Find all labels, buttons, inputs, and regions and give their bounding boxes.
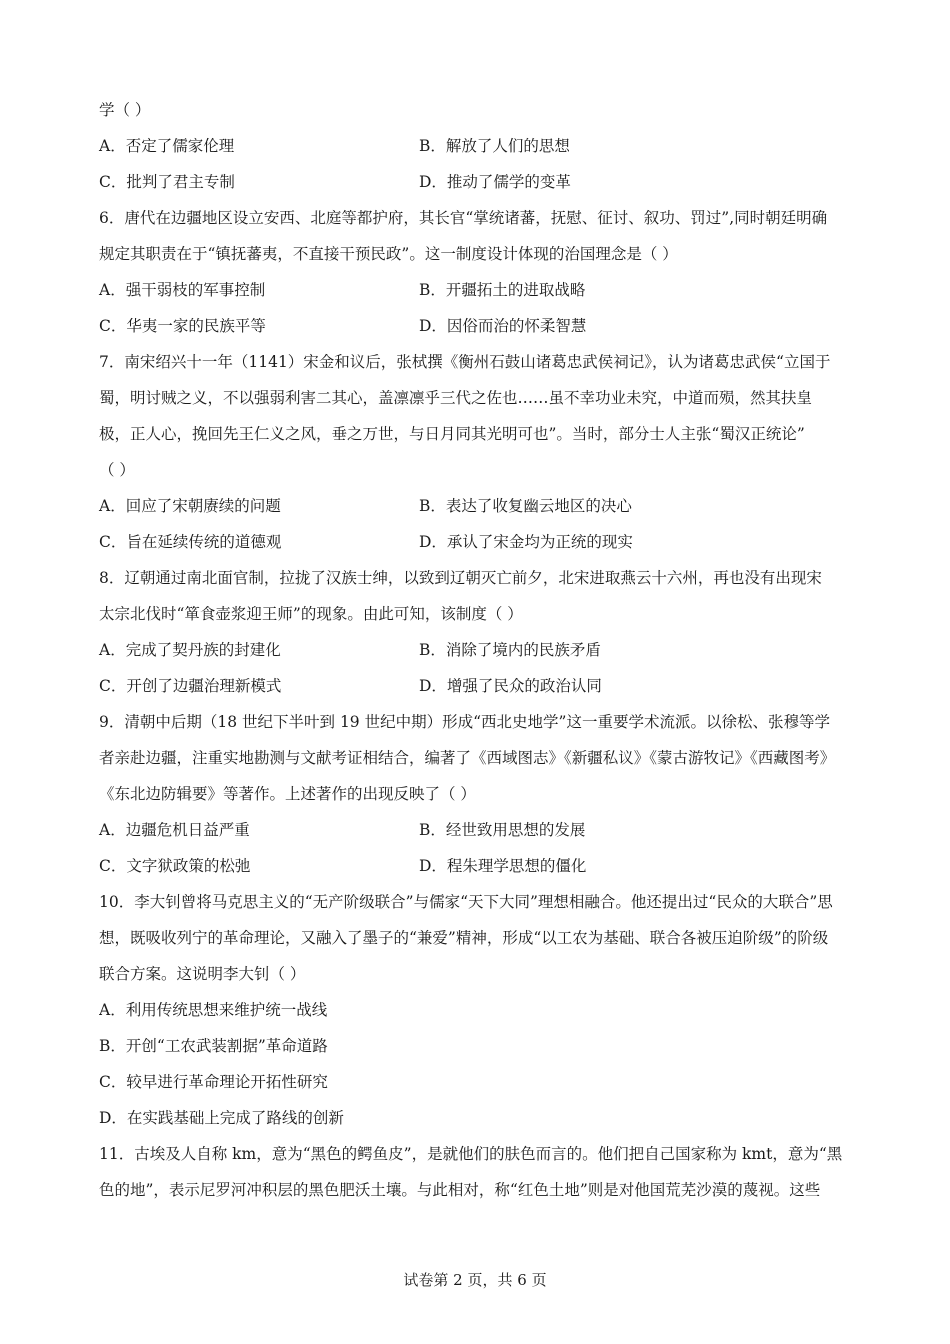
q6-option-c[interactable]: C．华夷一家的民族平等: [99, 317, 266, 335]
q9-option-a[interactable]: A．边疆危机日益严重: [99, 821, 250, 839]
q9-option-d[interactable]: D．程朱理学思想的僵化: [419, 857, 587, 875]
q5-option-b[interactable]: B．解放了人们的思想: [419, 137, 570, 155]
q10-stem: 10．李大钊曾将马克思主义的“无产阶级联合”与儒家“天下大同”理想相融合。他还提出过“民众的大联合”思: [99, 893, 833, 911]
q5-option-a[interactable]: A．否定了儒家伦理: [99, 137, 235, 155]
q7-option-c[interactable]: C．旨在延续传统的道德观: [99, 533, 282, 551]
q6-options-row-1: [99, 272, 854, 308]
q7-options-row-1: [99, 488, 854, 524]
q6-stem: 规定其职责在于“镇抚蕃夷，不直接干预民政”。这一制度设计体现的治国理念是（ ）: [99, 245, 678, 263]
q7-options-row-2: [99, 524, 854, 560]
q7-stem: 蜀，明讨贼之义，不以强弱利害二其心，盖凛凛乎三代之佐也……虽不幸功业未究，中道而殒，然其扶皇: [99, 389, 813, 407]
q6-options-row-2: [99, 308, 854, 344]
q9-option-c[interactable]: C．文字狱政策的松弛: [99, 857, 251, 875]
q7-stem: 7．南宋绍兴十一年（1141）宋金和议后，张栻撰《衡州石鼓山诸葛忠武侯祠记》，认为诸葛忠武侯“立国于: [99, 353, 831, 371]
q9-stem: 《东北边防辑要》等著作。上述著作的出现反映了（ ）: [99, 785, 476, 803]
q9-options-row-1: [99, 812, 854, 848]
q8-options-row-2: [99, 668, 854, 704]
q8-stem: 8．辽朝通过南北面官制，拉拢了汉族士绅，以致到辽朝灭亡前夕，北宋进取燕云十六州，再也没有出现宋: [99, 569, 822, 587]
page-footer: 试卷第 2 页，共 6 页: [403, 1271, 547, 1289]
q6-stem: 6．唐代在边疆地区设立安西、北庭等都护府，其长官“掌统诸蕃，抚慰、征讨、叙功、罚过”,同时朝廷明确: [99, 209, 828, 227]
q10-option-c[interactable]: C．较早进行革命理论开拓性研究: [99, 1073, 328, 1091]
q7-option-d[interactable]: D．承认了宋金均为正统的现实: [419, 533, 633, 551]
q10-option-b[interactable]: B．开创“工农武装割据”革命道路: [99, 1037, 328, 1055]
q8-option-d[interactable]: D．增强了民众的政治认同: [419, 677, 602, 695]
q5-option-c[interactable]: C．批判了君主专制: [99, 173, 235, 191]
page-content: [99, 92, 854, 1208]
q6-option-a[interactable]: A．强干弱枝的军事控制: [99, 281, 266, 299]
q7-stem: 极，正人心，挽回先王仁义之风，垂之万世，与日月同其光明可也”。当时，部分士人主张“蜀汉正统论”: [99, 425, 805, 443]
q11-stem: 色的地”，表示尼罗河冲积层的黑色肥沃土壤。与此相对，称“红色土地”则是对他国荒芜沙漠的蔑视。这些: [99, 1181, 821, 1199]
q9-option-b[interactable]: B．经世致用思想的发展: [419, 821, 586, 839]
q6-option-d[interactable]: D．因俗而治的怀柔智慧: [419, 317, 587, 335]
q7-option-b[interactable]: B．表达了收复幽云地区的决心: [419, 497, 632, 515]
q9-stem: 9．清朝中后期（18 世纪下半叶到 19 世纪中期）形成“西北史地学”这一重要学术流派。以徐松、张穆等学: [99, 713, 830, 731]
q7-option-a[interactable]: A．回应了宋朝赓续的问题: [99, 497, 281, 515]
q9-stem: 者亲赴边疆，注重实地勘测与文献考证相结合，编著了《西域图志》《新疆私议》《蒙古游牧记》《西藏图考》: [99, 749, 836, 767]
q5-option-d[interactable]: D．推动了儒学的变革: [419, 173, 571, 191]
q5-options-row-2: [99, 164, 854, 200]
text-line: 学（ ）: [99, 101, 151, 119]
q8-option-c[interactable]: C．开创了边疆治理新模式: [99, 677, 282, 695]
q9-options-row-2: [99, 848, 854, 884]
q10-stem: 联合方案。这说明李大钊（ ）: [99, 965, 306, 983]
q10-option-a[interactable]: A．利用传统思想来维护统一战线: [99, 1001, 328, 1019]
q5-options-row-1: [99, 128, 854, 164]
q6-option-b[interactable]: B．开疆拓土的进取战略: [419, 281, 586, 299]
q11-stem: 11．古埃及人自称 km，意为“黑色的鳄鱼皮”，是就他们的肤色而言的。他们把自己国家称为 kmt，意为“黑: [99, 1145, 843, 1163]
q7-stem: （ ）: [99, 461, 135, 479]
q8-options-row-1: [99, 632, 854, 668]
q10-option-d[interactable]: D．在实践基础上完成了路线的创新: [99, 1109, 344, 1127]
q8-option-b[interactable]: B．消除了境内的民族矛盾: [419, 641, 601, 659]
q8-option-a[interactable]: A．完成了契丹族的封建化: [99, 641, 281, 659]
q10-stem: 想，既吸收列宁的革命理论，又融入了墨子的“兼爱”精神，形成“以工农为基础、联合各被压迫阶级”的阶级: [99, 929, 829, 947]
q8-stem: 太宗北伐时“箪食壶浆迎王师”的现象。由此可知，该制度（ ）: [99, 605, 523, 623]
